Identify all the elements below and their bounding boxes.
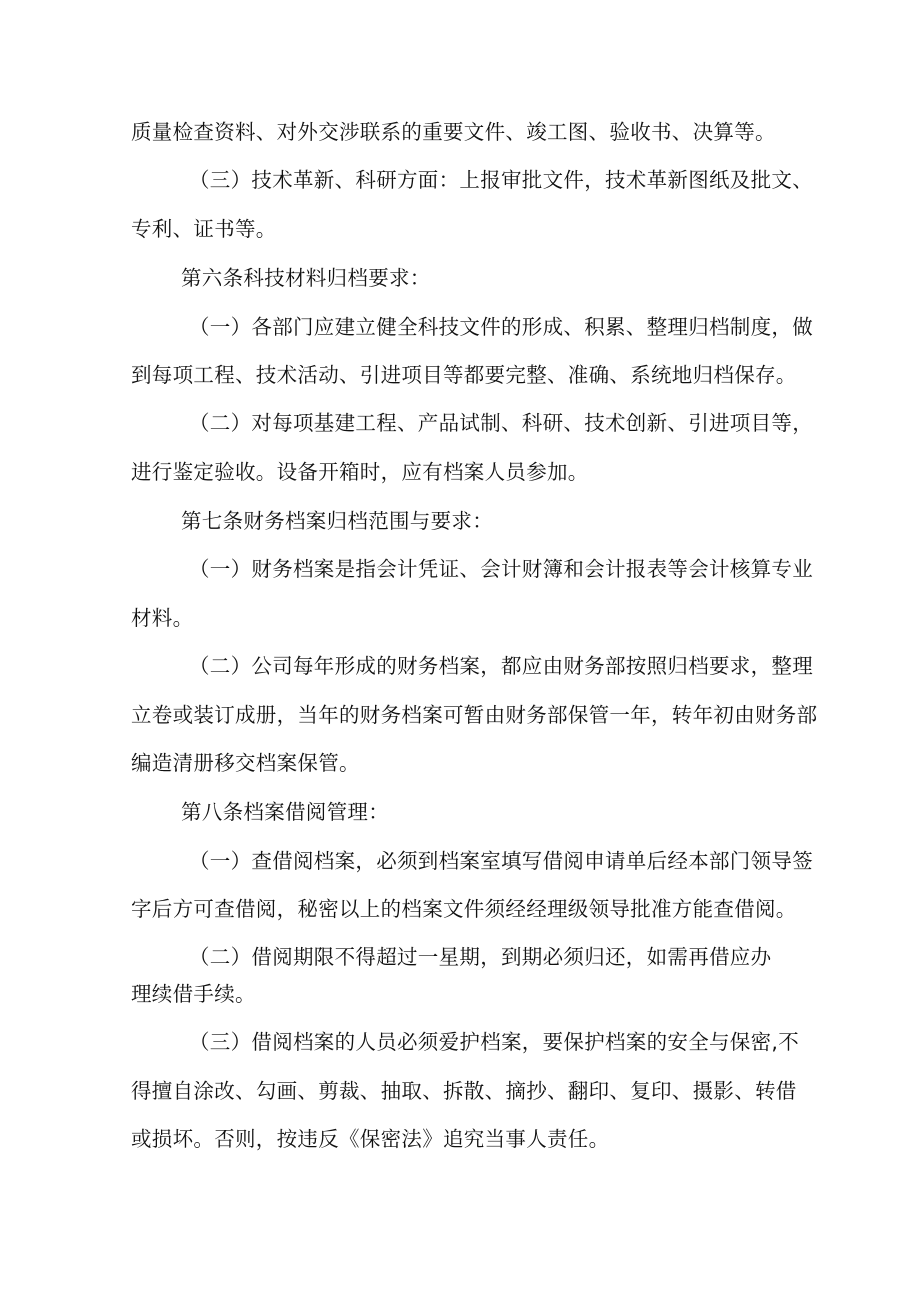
text-line: 字后方可查借阅，秘密以上的档案文件须经经理级领导批准方能查借阅。 <box>131 897 797 921</box>
text-line: （二）对每项基建工程、产品试制、科研、技术创新、引进项目等， <box>189 411 813 435</box>
text-line: 编造清册移交档案保管。 <box>131 751 360 775</box>
text-line: 专利、证书等。 <box>131 217 277 241</box>
text-line: （二）借阅期限不得超过一星期，到期必须归还，如需再借应办 <box>189 945 772 969</box>
text-line: （一）财务档案是指会计凭证、会计财簿和会计报表等会计核算专业 <box>189 557 813 581</box>
text-line: （一）查借阅档案，必须到档案室填写借阅申请单后经本部门领导签 <box>189 849 813 873</box>
text-line: 立卷或装订成册，当年的财务档案可暂由财务部保管一年，转年初由财务部 <box>131 703 818 727</box>
text-line: 材料。 <box>131 606 194 630</box>
text-line: 进行鉴定验收。设备开箱时，应有档案人员参加。 <box>131 460 589 484</box>
section-heading: 第八条档案借阅管理： <box>181 800 389 824</box>
text-line: （三）技术革新、科研方面：上报审批文件，技术革新图纸及批文、 <box>189 168 813 192</box>
text-line: 得擅自涂改、勾画、剪裁、抽取、拆散、摘抄、翻印、复印、摄影、转借 <box>131 1079 797 1103</box>
text-line: （三）借阅档案的人员必须爱护档案，要保护档案的安全与保密,不 <box>189 1030 800 1054</box>
text-line: 质量检查资料、对外交涉联系的重要文件、竣工图、验收书、决算等。 <box>131 120 776 144</box>
section-heading: 第六条科技材料归档要求： <box>181 266 431 290</box>
text-line: （二）公司每年形成的财务档案，都应由财务部按照归档要求，整理 <box>189 654 813 678</box>
text-line: 到每项工程、技术活动、引进项目等都要完整、准确、系统地归档保存。 <box>131 363 797 387</box>
section-heading: 第七条财务档案归档范围与要求： <box>181 509 493 533</box>
text-line: （一）各部门应建立健全科技文件的形成、积累、整理归档制度，做 <box>189 315 813 339</box>
text-line: 或损坏。否则，按违反《保密法》追究当事人责任。 <box>131 1127 610 1151</box>
text-line: 理续借手续。 <box>131 982 256 1006</box>
